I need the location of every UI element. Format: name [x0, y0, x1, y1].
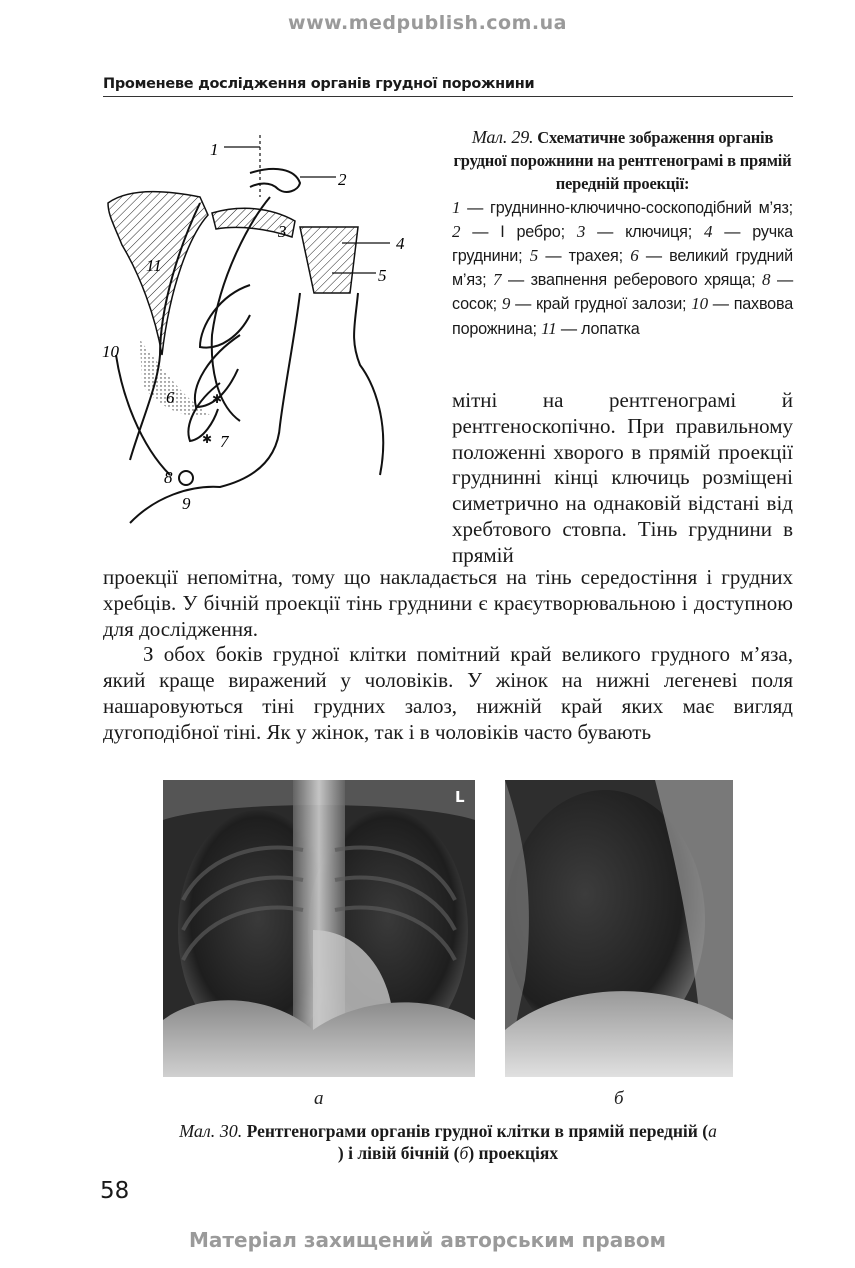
legend-num-4: 4	[703, 221, 713, 241]
legend-text-4: — ручка груднини;	[452, 222, 793, 266]
legend-num-5: 5	[529, 246, 539, 266]
legend-text-1: — груднинно-ключично-соскоподібний м’яз;	[467, 198, 793, 217]
paragraph-2: З обох боків грудної клітки помітний край великого грудного м’яза, який краще виражений у чоловіків. У жінок на нижні легеневі поля нашаровуються тіні грудних залоз, нижній край яких має вигляд дугоподібної тіні. Як у жінок, так і в чоловіків часто бувають	[103, 642, 793, 744]
figure-29-legend	[452, 196, 793, 341]
xray-side-marker: L	[455, 788, 465, 806]
svg-text:✱: ✱	[212, 392, 223, 406]
legend-text-5: — трахея;	[545, 247, 623, 266]
legend-text-8: — сосок;	[452, 271, 793, 314]
drawing-label-7: 7	[220, 432, 229, 451]
legend-text-11: — лопатка	[560, 319, 640, 338]
xray-label-b: б	[614, 1088, 624, 1109]
drawing-label-1: 1	[210, 140, 219, 159]
figure-30-number: Мал. 30.	[179, 1121, 243, 1141]
watermark-url: www.medpublish.com.ua	[288, 12, 567, 34]
paragraph-1-continuation: проекції непомітна, тому що накладається на тінь середостіння і грудних хребців. У бічній проекції тінь груднини є краєутворювальною і доступною для дослідження.	[103, 565, 793, 641]
copyright-watermark: Матеріал захищений авторським правом	[189, 1228, 666, 1252]
legend-text-10: — пахвова порожнина;	[452, 295, 793, 338]
svg-text:✱: ✱	[202, 432, 213, 446]
legend-num-8: 8	[762, 270, 771, 290]
figure-29-schematic	[100, 125, 430, 535]
drawing-label-2: 2	[338, 170, 347, 189]
figure-30-caption	[103, 1120, 793, 1164]
legend-text-2: — I ребро;	[472, 222, 565, 241]
legend-num-7: 7	[493, 270, 502, 290]
drawing-label-11: 11	[146, 256, 162, 275]
legend-num-9: 9	[501, 294, 511, 314]
figure-29-caption-head	[452, 126, 793, 196]
drawing-label-3: 3	[278, 222, 287, 241]
drawing-label-6: 6	[166, 388, 175, 407]
drawing-label-9: 9	[182, 494, 191, 513]
page-number: 58	[100, 1178, 130, 1204]
legend-num-2: 2	[452, 221, 461, 241]
figure-30-caption-part2: ) і лівій бічній (	[337, 1143, 460, 1163]
xray-label-a: а	[314, 1088, 324, 1109]
figure-30-caption-b: б	[459, 1143, 469, 1163]
drawing-label-5: 5	[378, 266, 387, 285]
figure-30-caption-part1: Рентгенограми органів грудної клітки в прямій передній (	[246, 1121, 709, 1141]
legend-text-9: — край грудної залози;	[515, 295, 687, 314]
body-text-right-column: мітні на рентгенограмі й рентгеноскопічно. При правильному положенні хворого в прямій проекції груднинні кінці ключиць розміщені симетрично на однаковій відстані від хребтового стовпа. Тінь груднини в прямій	[452, 388, 793, 567]
figure-30-caption-a: а	[708, 1121, 717, 1141]
drawing-label-10: 10	[102, 342, 119, 361]
figure-29-title: Схематичне зображення органів грудної порожнини на рентгенограмі в прямій передній проекції:	[453, 128, 792, 194]
legend-num-6: 6	[630, 246, 639, 266]
legend-text-6: — великий грудний м’яз;	[452, 247, 793, 290]
legend-num-3: 3	[576, 221, 586, 241]
legend-num-11: 11	[541, 318, 557, 338]
body-text-full-width	[103, 565, 793, 746]
figure-29-number: Мал. 29.	[471, 127, 534, 147]
legend-text-3: — ключиця;	[597, 222, 692, 241]
legend-text-7: — звапнення реберового хряща;	[507, 271, 756, 290]
xray-lateral-image	[505, 780, 733, 1077]
legend-num-1: 1	[452, 197, 461, 217]
figure-29-caption	[452, 126, 793, 341]
drawing-label-4: 4	[396, 234, 405, 253]
drawing-label-8: 8	[164, 468, 173, 487]
figure-30-caption-part3: ) проекціях	[468, 1143, 559, 1163]
running-head: Променеве дослідження органів грудної порожнини	[103, 76, 793, 97]
legend-num-10: 10	[691, 294, 708, 314]
xray-frontal-image	[163, 780, 475, 1077]
